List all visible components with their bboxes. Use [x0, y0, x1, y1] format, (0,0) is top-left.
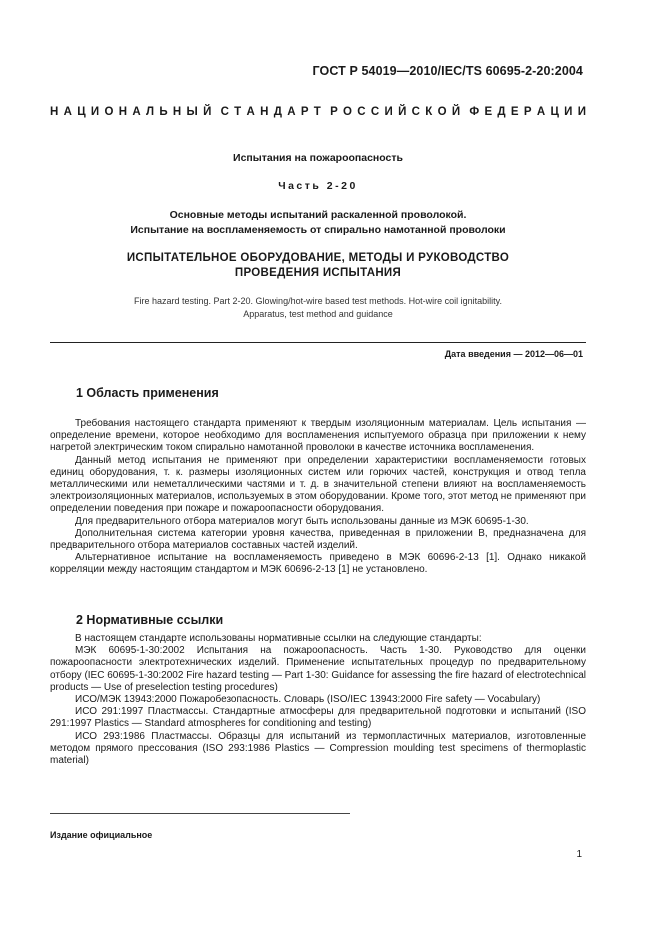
section-heading-normative-references: 2 Нормативные ссылки	[76, 613, 224, 627]
letter: Ф	[469, 106, 480, 118]
national-word	[221, 106, 321, 118]
reference-item: ИСО/МЭК 13943:2000 Пожаробезопасность. Словарь (ISO/IEC 13943:2000 Fire safety — Vocabulary)	[75, 694, 541, 706]
letter: Е	[484, 106, 493, 118]
paragraph: Данный метод испытания не применяют при определении характеристики воспламеняемости готовых единиц оборудования, т. к. размеры изоляционных систем или горючих частей, конструкция и отвод тепла металлическими или неметаллическими частями и т. д. в значительной степени влияют на воспламеняемость электроизоляционных материалов, используемых в этом оборудовании. Кроме того, этот метод не применяют при определении поведения при пожаре и пожароопасности оборудования.	[50, 454, 586, 515]
letter: Р	[300, 106, 309, 118]
footer-divider	[50, 813, 350, 814]
national-word	[330, 106, 460, 118]
letter: Д	[273, 106, 282, 118]
sub-title	[50, 251, 586, 281]
letter: Н	[260, 106, 269, 118]
letter: Р	[523, 106, 532, 118]
section-body-scope	[50, 418, 586, 577]
section-body-normative-references	[50, 633, 586, 767]
english-title-line2: Apparatus, test method and guidance	[243, 309, 393, 319]
letter: Т	[313, 106, 321, 118]
letter: Е	[510, 106, 519, 118]
letter: С	[411, 106, 420, 118]
letter: А	[536, 106, 546, 118]
letter: И	[90, 106, 100, 118]
introduction-date: Дата введения — 2012—06—01	[444, 349, 583, 359]
letter: И	[384, 106, 393, 118]
letter: О	[343, 106, 352, 118]
letter: Н	[50, 106, 59, 118]
letter: Й	[398, 106, 407, 118]
letter: О	[104, 106, 114, 118]
letter: С	[357, 106, 366, 118]
paragraph: В настоящем стандарте использованы нормативные ссылки на следующие стандарты:	[75, 633, 482, 644]
letter: Л	[145, 106, 155, 118]
paragraph: Для предварительного отбора материалов могут быть использованы данные из МЭК 60695-1-30.	[75, 515, 529, 527]
sub-title-line1: ИСПЫТАТЕЛЬНОЕ ОБОРУДОВАНИЕ, МЕТОДЫ И РУКОВОДСТВО	[126, 252, 510, 264]
gost-code: ГОСТ Р 54019—2010/IEC/TS 60695-2-20:2004	[312, 64, 583, 78]
letter: Ц	[77, 106, 86, 118]
edition-note: Издание официальное	[50, 830, 153, 840]
national-standard-heading	[50, 106, 586, 118]
main-title	[50, 208, 586, 238]
letter: Ы	[186, 106, 198, 118]
paragraph: Альтернативное испытание на воспламеняемость приведено в МЭК 60696-2-13 [1]. Однако никакой корреляции между настоящим стандартом и МЭК 60696-2-13 [1] не установлено.	[50, 552, 586, 576]
national-word	[469, 106, 586, 118]
main-title-line1: Основные методы испытаний раскаленной проволокой.	[169, 209, 467, 221]
national-word	[50, 106, 211, 118]
letter: И	[577, 106, 586, 118]
letter: Н	[118, 106, 128, 118]
letter: А	[287, 106, 296, 118]
letter: И	[564, 106, 573, 118]
english-title	[50, 295, 586, 321]
letter: К	[425, 106, 433, 118]
letter: Д	[497, 106, 506, 118]
page-number: 1	[576, 849, 582, 860]
letter: О	[437, 106, 447, 118]
reference-item: МЭК 60695-1-30:2002 Испытания на пожароопасность. Часть 1-30. Руководство для оценки пожароопасности электротехнических изделий. Применение испытательных процедур по предварительному отбору (IEC 60695-1-30:2002 Fire hazard testing — Part 1-30: Guidance for assessing the fire hazard of electrotechnical products — Use of preselection testing procedures)	[50, 645, 586, 693]
letter: Й	[203, 106, 212, 118]
letter: Ц	[550, 106, 559, 118]
letter: Т	[234, 106, 242, 118]
letter: А	[132, 106, 141, 118]
main-title-line2: Испытание на воспламеняемость от спирально намотанной проволоки	[130, 224, 506, 236]
section-heading-scope: 1 Область применения	[76, 386, 219, 400]
letter: С	[220, 106, 229, 118]
paragraph: Требования настоящего стандарта применяют к твердым изоляционным материалам. Цель испытания — определение времени, которое необходимо для воспламенения испытуемого образца при приложении к нему нагретой электрическим током спирально намотанной проволоки в качестве источника воспламенения.	[50, 418, 586, 454]
english-title-line1: Fire hazard testing. Part 2-20. Glowing/hot-wire based test methods. Hot-wire coil ignitability.	[134, 296, 502, 306]
letter: А	[246, 106, 255, 118]
letter: Ь	[159, 106, 168, 118]
letter: А	[63, 106, 72, 118]
letter: С	[370, 106, 380, 118]
title-divider	[50, 342, 586, 343]
letter: Н	[172, 106, 182, 118]
letter: Й	[451, 106, 461, 118]
reference-item: ИСО 293:1986 Пластмассы. Образцы для испытаний из термопластичных материалов, изготовленные методом прямого прессования (ISO 293:1986 Plastics — Compression moulding test specimens of thermoplastic material)	[50, 730, 586, 767]
sub-title-line2: ПРОВЕДЕНИЯ ИСПЫТАНИЯ	[234, 267, 402, 279]
part-title: Часть 2-20	[278, 180, 358, 192]
series-title: Испытания на пожароопасность	[233, 152, 403, 164]
reference-item: ИСО 291:1997 Пластмассы. Стандартные атмосферы для предварительной подготовки и испытаний (ISO 291:1997 Plastics — Standard atmospheres for conditioning and testing)	[50, 706, 586, 730]
letter: Р	[330, 106, 338, 118]
paragraph: Дополнительная система категории уровня качества, приведенная в приложении В, предназначена для предварительного отбора материалов составных частей изделий.	[50, 527, 586, 552]
